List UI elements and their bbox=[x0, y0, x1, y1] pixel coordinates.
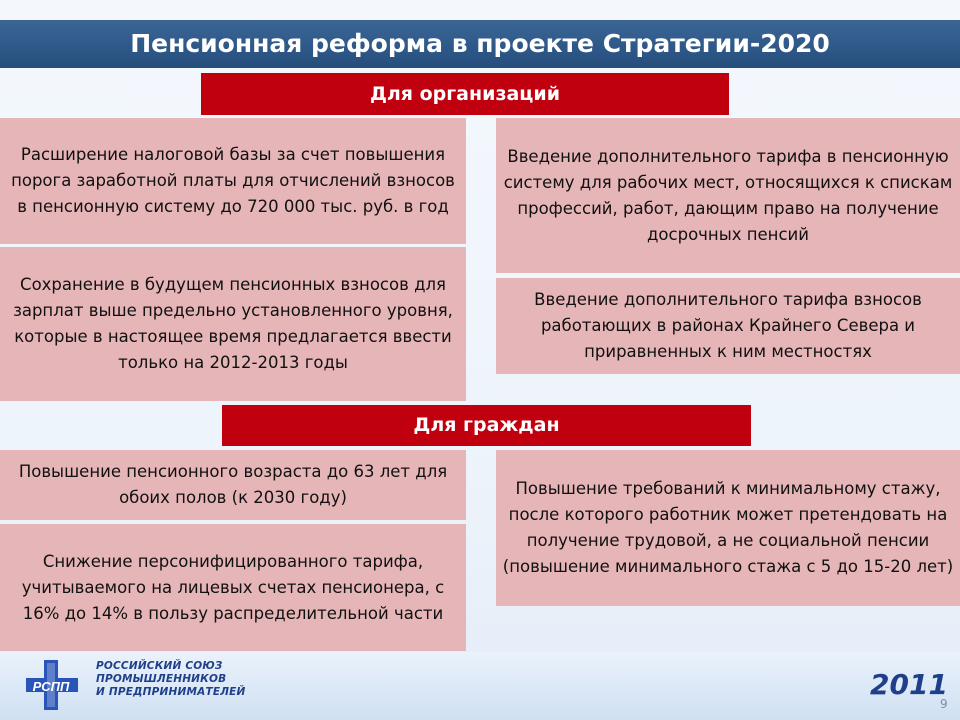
org-measure-early-pension-tariff bbox=[496, 118, 960, 273]
section-header-organizations: Для организаций bbox=[201, 73, 729, 115]
citizen-measure-minimum-service bbox=[496, 450, 960, 606]
org-measure-keep-contributions bbox=[0, 247, 466, 401]
org-measure-tax-base bbox=[0, 118, 466, 244]
organization-name-line2: ПРОМЫШЛЕННИКОВ bbox=[96, 673, 227, 685]
section-header-citizens: Для граждан bbox=[222, 405, 751, 446]
page-number: 9 bbox=[940, 697, 948, 711]
organization-name-line3: И ПРЕДПРИНИМАТЕЛЕЙ bbox=[96, 686, 246, 698]
citizen-measure-tariff-reduction bbox=[0, 524, 466, 651]
organization-name-line1: РОССИЙСКИЙ СОЮЗ bbox=[96, 660, 223, 672]
org-measure-north-tariff-text: Введение дополнительного тарифа взносов работающих в районах Крайнего Севера и приравненных к ним местностях bbox=[534, 290, 922, 361]
citizen-measure-retirement-age-text: Повышение пенсионного возраста до 63 лет для обоих полов (к 2030 году) bbox=[18, 462, 448, 507]
slide-title: Пенсионная реформа в проекте Стратегии-2020 bbox=[0, 20, 960, 68]
org-measure-early-pension-tariff-text: Введение дополнительного тарифа в пенсионную систему для рабочих мест, относящихся к спискам профессий, работ, дающим право на получение досрочных пенсий bbox=[503, 146, 953, 244]
year-label: 2011 bbox=[870, 668, 948, 701]
citizen-measure-minimum-service-text: Повышение требований к минимальному стажу, после которого работник может претендовать на получение трудовой, а не социальной пенсии (повышение минимального стажа с 5 до 15-20 лет) bbox=[502, 479, 954, 576]
rspp-logo bbox=[24, 658, 84, 712]
rspp-logo-text: РСПП bbox=[32, 679, 70, 694]
citizen-measure-retirement-age bbox=[0, 450, 466, 520]
org-measure-tax-base-text: Расширение налоговой базы за счет повышения порога заработной платы для отчислений взносов в пенсионную систему до 720 000 тыс. руб. в год bbox=[11, 145, 455, 216]
org-measure-keep-contributions-text: Сохранение в будущем пенсионных взносов для зарплат выше предельно установленного уровня, которые в настоящее время предлагается ввести только на 2012-2013 годы bbox=[13, 275, 453, 372]
organization-name bbox=[96, 660, 246, 699]
rspp-logo-icon bbox=[24, 658, 84, 712]
citizen-measure-tariff-reduction-text: Снижение персонифицированного тарифа, учитываемого на лицевых счетах пенсионера, с 16% до 14% в пользу распределительной части bbox=[21, 551, 445, 623]
org-measure-north-tariff bbox=[496, 278, 960, 374]
